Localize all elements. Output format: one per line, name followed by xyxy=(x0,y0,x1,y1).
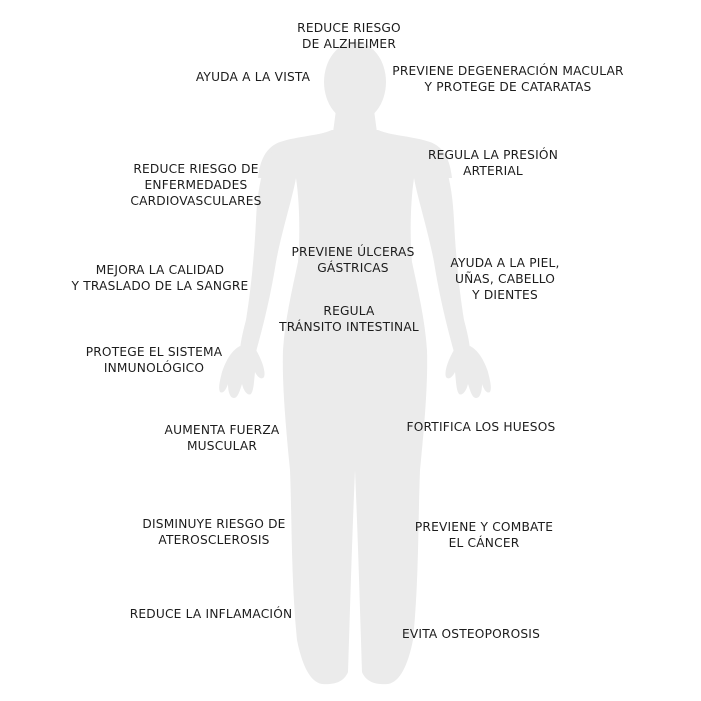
label-vista-line-1: AYUDA A LA VISTA xyxy=(195,70,311,84)
label-presion xyxy=(428,147,558,179)
label-sangre-line-1: MEJORA LA CALIDAD xyxy=(95,263,225,277)
label-presion-line-1: REGULA LA PRESIÓN xyxy=(427,148,559,162)
label-muscular-line-1: AUMENTA FUERZA xyxy=(164,423,280,437)
label-piel-line-1: AYUDA A LA PIEL, xyxy=(450,256,560,270)
right-hand-shape xyxy=(445,346,490,398)
label-presion-line-2: ARTERIAL xyxy=(463,164,523,178)
label-macular-line-1: PREVIENE DEGENERACIÓN MACULAR xyxy=(392,64,624,78)
label-cancer-line-1: PREVIENE Y COMBATE xyxy=(414,520,554,534)
label-cardio-line-1: REDUCE RIESGO DE xyxy=(133,162,259,176)
label-inflamacion-line-1: REDUCE LA INFLAMACIÓN xyxy=(129,607,293,621)
label-sangre xyxy=(72,262,249,294)
label-inmune-line-1: PROTEGE EL SISTEMA xyxy=(85,345,223,359)
label-cardio xyxy=(130,161,261,209)
label-inmune xyxy=(86,344,223,376)
label-cardio-line-3: CARDIOVASCULARES xyxy=(130,194,262,208)
label-ulceras-line-2: GÁSTRICAS xyxy=(317,261,389,275)
label-piel xyxy=(450,255,559,303)
label-intestinal xyxy=(279,303,419,335)
label-huesos-line-1: FORTIFICA LOS HUESOS xyxy=(406,420,556,434)
label-macular-line-2: Y PROTEGE DE CATARATAS xyxy=(424,80,592,94)
label-muscular-line-2: MUSCULAR xyxy=(186,439,258,453)
label-ulceras xyxy=(291,244,414,276)
label-cardio-line-2: ENFERMEDADES xyxy=(144,178,248,192)
label-alzheimer xyxy=(297,20,401,52)
label-vista xyxy=(196,69,310,85)
label-cancer xyxy=(415,519,553,551)
label-osteoporosis xyxy=(402,626,540,642)
label-huesos xyxy=(407,419,556,435)
label-inmune-line-2: INMUNOLÓGICO xyxy=(103,361,205,375)
label-intestinal-line-2: TRÁNSITO INTESTINAL xyxy=(279,320,419,334)
label-inflamacion xyxy=(130,606,293,622)
label-aterosclerosis xyxy=(142,516,285,548)
label-aterosclerosis-line-1: DISMINUYE RIESGO DE xyxy=(142,517,286,531)
label-piel-line-3: Y DIENTES xyxy=(472,288,538,302)
label-alzheimer-line-2: DE ALZHEIMER xyxy=(302,37,396,51)
label-macular xyxy=(392,63,623,95)
label-sangre-line-2: Y TRASLADO DE LA SANGRE xyxy=(71,279,249,293)
label-ulceras-line-1: PREVIENE ÚLCERAS xyxy=(291,245,415,259)
silhouette-group xyxy=(219,42,491,684)
label-muscular xyxy=(165,422,280,454)
label-intestinal-line-1: REGULA xyxy=(323,304,375,318)
label-aterosclerosis-line-2: ATEROSCLEROSIS xyxy=(158,533,270,547)
label-osteoporosis-line-1: EVITA OSTEOPOROSIS xyxy=(401,627,541,641)
label-cancer-line-2: EL CÁNCER xyxy=(448,536,520,550)
left-hand-shape xyxy=(219,346,264,398)
label-piel-line-2: UÑAS, CABELLO xyxy=(454,272,556,286)
label-alzheimer-line-1: REDUCE RIESGO xyxy=(297,21,401,35)
